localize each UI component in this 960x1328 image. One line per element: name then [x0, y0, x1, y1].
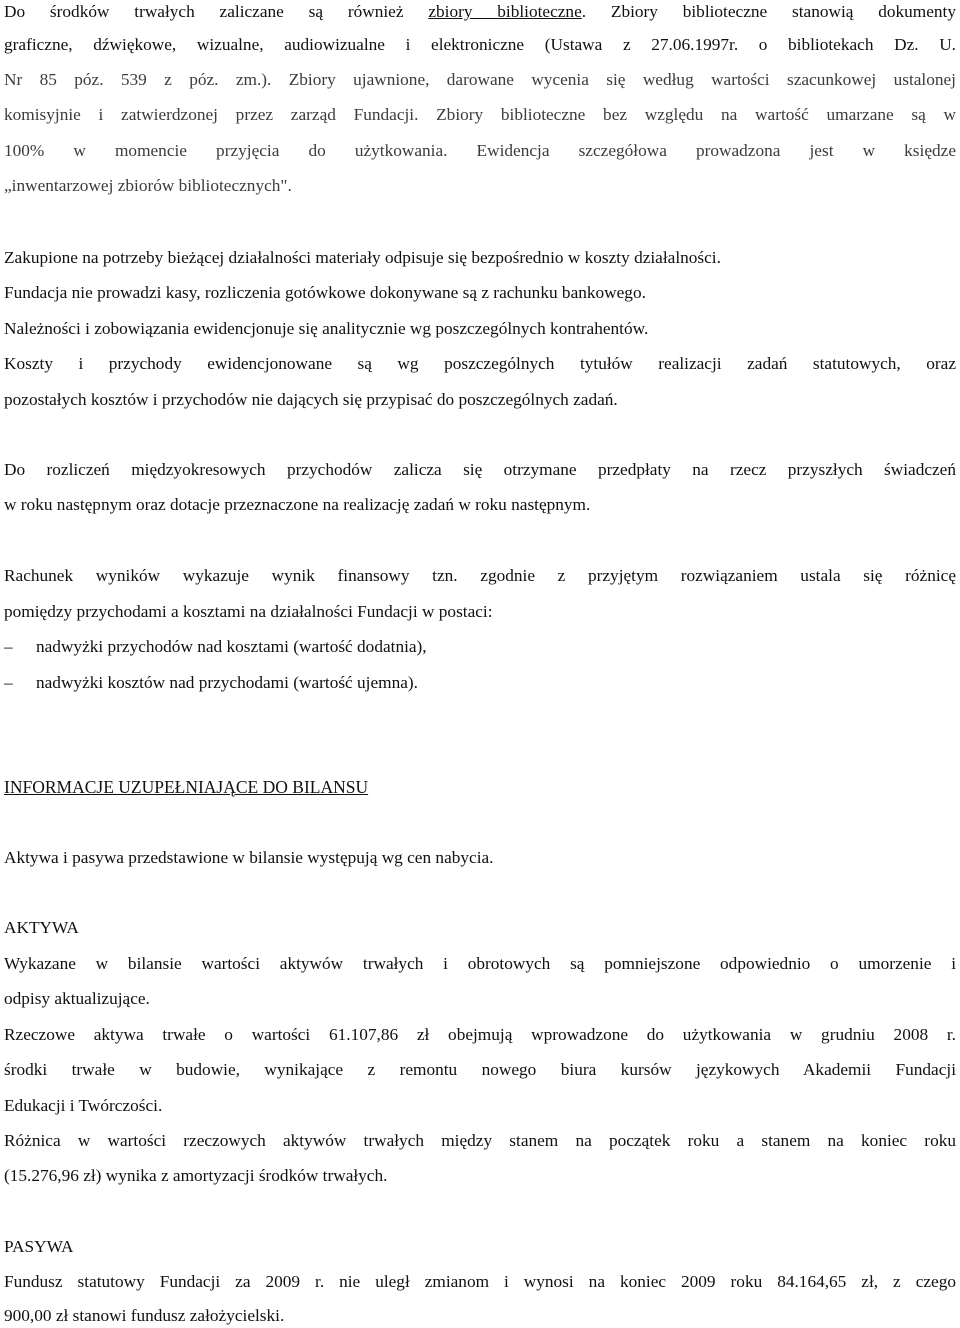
paragraph-line: Aktywa i pasywa przedstawione w bilansie występują wg cen nabycia.	[4, 848, 494, 867]
paragraph-line: Wykazane w bilansie wartości aktywów trwałych i obrotowych są pomniejszone odpowiednio o umorzenie i	[4, 954, 956, 973]
paragraph-line: Rachunek wyników wykazuje wynik finansowy tzn. zgodnie z przyjętym rozwiązaniem ustala się różnicę	[4, 566, 956, 585]
paragraph-line: Nr 85 póz. 539 z póz. zm.). Zbiory ujawnione, darowane wycenia się według wartości szacunkowej ustalonej	[4, 70, 956, 89]
paragraph-line: środki trwałe w budowie, wynikające z remontu nowego biura kursów językowych Akademii Fundacji	[4, 1060, 956, 1079]
pasywa-title: PASYWA	[4, 1237, 74, 1256]
library-collections-link[interactable]: zbiory biblioteczne	[428, 2, 582, 21]
text-span: Do środków trwałych zaliczane są również	[4, 2, 429, 21]
dash-bullet: –	[4, 637, 13, 656]
aktywa-title: AKTYWA	[4, 918, 79, 937]
dash-bullet: –	[4, 673, 13, 692]
paragraph-line: (15.276,96 zł) wynika z amortyzacji środków trwałych.	[4, 1166, 388, 1185]
paragraph-line: Fundusz statutowy Fundacji za 2009 r. nie uległ zmianom i wynosi na koniec 2009 roku 84.164,65 zł, z czego	[4, 1272, 956, 1291]
paragraph-line: Fundacja nie prowadzi kasy, rozliczenia gotówkowe dokonywane są z rachunku bankowego.	[4, 283, 646, 302]
paragraph-line: pomiędzy przychodami a kosztami na działalności Fundacji w postaci:	[4, 602, 493, 621]
paragraph-line: Należności i zobowiązania ewidencjonuje się analitycznie wg poszczególnych kontrahentów.	[4, 319, 649, 338]
paragraph-line: Zakupione na potrzeby bieżącej działalności materiały odpisuje się bezpośrednio w koszty działalności.	[4, 248, 721, 267]
paragraph-line: odpisy aktualizujące.	[4, 989, 150, 1008]
list-item-text: nadwyżki przychodów nad kosztami (wartość dodatnia),	[36, 637, 427, 656]
section-heading: INFORMACJE UZUPEŁNIAJĄCE DO BILANSU	[4, 777, 369, 797]
paragraph-line: „inwentarzowej zbiorów bibliotecznych".	[4, 176, 292, 195]
list-item-text: nadwyżki kosztów nad przychodami (wartość ujemna).	[36, 673, 418, 692]
paragraph-line: Rzeczowe aktywa trwałe o wartości 61.107,86 zł obejmują wprowadzone do użytkowania w grudniu 2008 r.	[4, 1025, 956, 1044]
paragraph-line: Do rozliczeń międzyokresowych przychodów zalicza się otrzymane przedpłaty na rzecz przyszłych świadczeń	[4, 460, 956, 479]
paragraph-line: w roku następnym oraz dotacje przeznaczone na realizację zadań w roku następnym.	[4, 495, 591, 514]
paragraph-line: komisyjnie i zatwierdzonej przez zarząd Fundacji. Zbiory biblioteczne bez względu na wartość umarzane są w	[4, 105, 956, 124]
paragraph-line: pozostałych kosztów i przychodów nie dających się przypisać do poszczególnych zadań.	[4, 390, 618, 409]
paragraph-line: graficzne, dźwiękowe, wizualne, audiowizualne i elektroniczne (Ustawa z 27.06.1997r. o bibliotekach Dz. U.	[4, 35, 956, 54]
paragraph-line: Koszty i przychody ewidencjonowane są wg poszczególnych tytułów realizacji zadań statutowych, oraz	[4, 354, 956, 373]
paragraph-line	[4, 0, 956, 24]
text-span: . Zbiory biblioteczne stanowią dokumenty	[581, 2, 957, 21]
paragraph-line: 100% w momencie przyjęcia do użytkowania. Ewidencja szczegółowa prowadzona jest w księdze	[4, 141, 956, 160]
paragraph-line: 900,00 zł stanowi fundusz założycielski.	[4, 1306, 285, 1325]
paragraph-line: Edukacji i Twórczości.	[4, 1096, 163, 1115]
paragraph-line: Różnica w wartości rzeczowych aktywów trwałych między stanem na początek roku a stanem na koniec roku	[4, 1131, 956, 1150]
